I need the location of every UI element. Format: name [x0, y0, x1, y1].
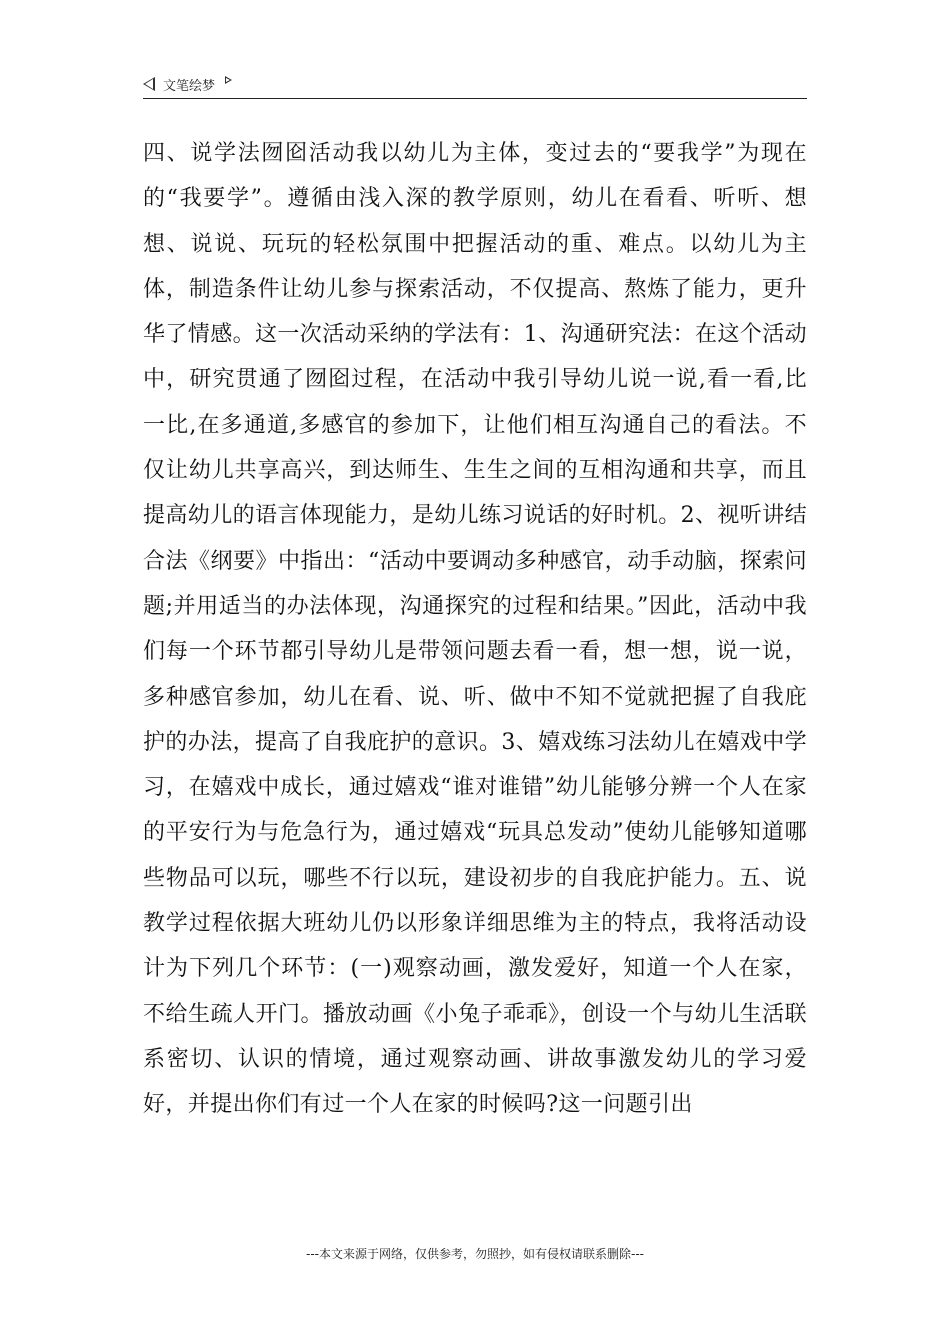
document-body	[143, 131, 807, 1128]
triangle-left-icon	[143, 77, 155, 91]
footer-notice: ---本文来源于网络，仅供参考，勿照抄，如有侵权请联系删除---	[306, 1247, 644, 1261]
page-header	[143, 70, 807, 99]
header-title: 文笔绘梦	[163, 78, 216, 94]
body-paragraph: 四、说学法囫囵活动我以幼儿为主体，变过去的“要我学”为现在的“我要学”。遵循由浅入深的教学原则，幼儿在看看、听听、想想、说说、玩玩的轻松氛围中把握活动的重、难点。以幼儿为主体，制造条件让幼儿参与探索活动，不仅提高、熬炼了能力，更升华了情感。这一次活动采纳的学法有：1、沟通研究法：在这个活动中，研究贯通了囫囵过程，在活动中我引导幼儿说一说,看一看,比一比,在多通道,多感官的参加下，让他们相互沟通自己的看法。不仅让幼儿共享高兴，到达师生、生生之间的互相沟通和共享，而且提高幼儿的语言体现能力，是幼儿练习说话的好时机。2、视听讲结合法《纲要》中指出：“活动中要调动多种感官，动手动脑，探索问题;并用适当的办法体现，沟通探究的过程和结果。”因此，活动中我们每一个环节都引导幼儿是带领问题去看一看，想一想，说一说，多种感官参加，幼儿在看、说、听、做中不知不觉就把握了自我庇护的办法，提高了自我庇护的意识。3、嬉戏练习法幼儿在嬉戏中学习，在嬉戏中成长，通过嬉戏“谁对谁错”幼儿能够分辨一个人在家的平安行为与危急行为，通过嬉戏“玩具总发动”使幼儿能够知道哪些物品可以玩，哪些不行以玩，建设初步的自我庇护能力。五、说教学过程依据大班幼儿仍以形象详细思维为主的特点，我将活动设计为下列几个环节：(一)观察动画，激发爱好，知道一个人在家，不给生疏人开门。播放动画《小兔子乖乖》，创设一个与幼儿生活联系密切、认识的情境，通过观察动画、讲故事激发幼儿的学习爱好，并提出你们有过一个人在家的时候吗?这一问题引出	[143, 141, 807, 1118]
triangle-right-icon	[225, 76, 232, 84]
